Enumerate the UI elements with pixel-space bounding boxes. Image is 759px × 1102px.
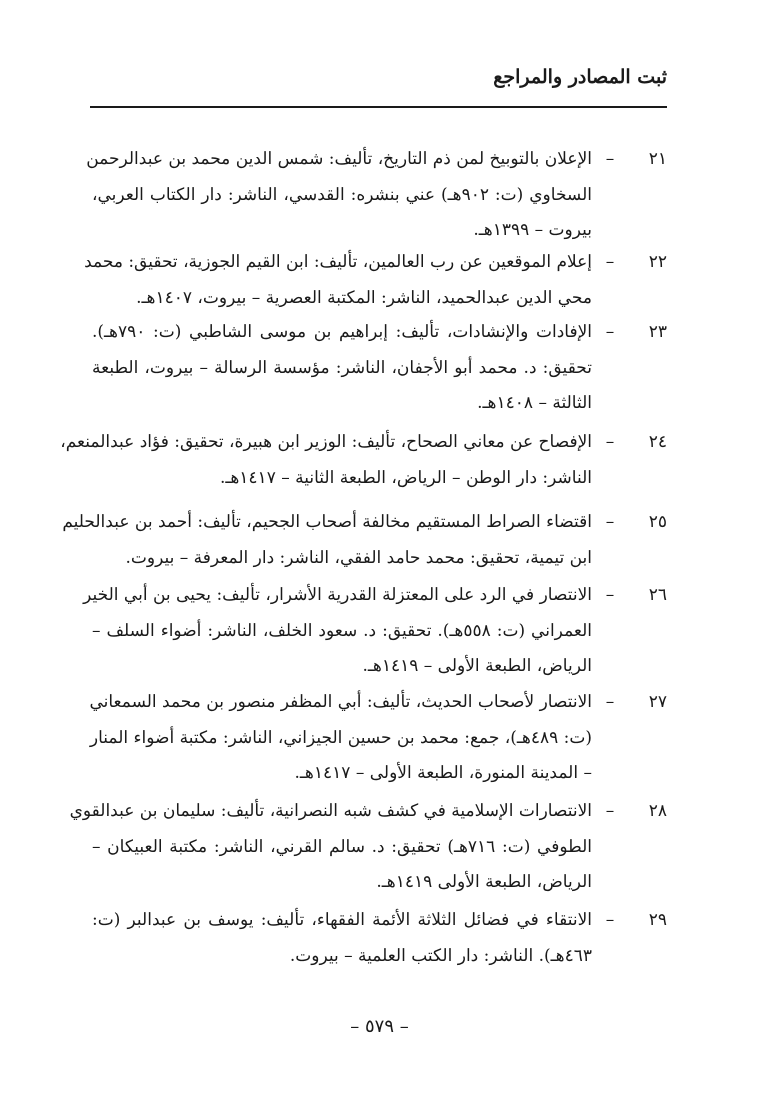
entry-dash: –: [605, 512, 615, 532]
entry-line: بيروت – ١٣٩٩هـ.: [473, 220, 592, 240]
header-rule: [90, 106, 667, 108]
entry-line: الإفادات والإنشادات، تأليف: إبراهيم بن موسى الشاطبي (ت: ٧٩٠هـ).: [92, 322, 592, 342]
entry-dash: –: [605, 585, 615, 605]
entry-line: الانتقاء في فضائل الثلاثة الأئمة الفقهاء، تأليف: يوسف بن عبدالبر (ت:: [92, 910, 592, 930]
bibliography-entry: [89, 685, 667, 792]
entry-line: الثالثة – ١٤٠٨هـ.: [477, 393, 592, 413]
entry-line: الانتصار في الرد على المعتزلة القدرية الأشرار، تأليف: يحيى بن أبي الخير: [83, 585, 592, 605]
entry-line: محي الدين عبدالحميد، الناشر: المكتبة العصرية – بيروت، ١٤٠٧هـ.: [136, 287, 592, 308]
entry-line: – المدينة المنورة، الطبعة الأولى – ١٤١٧هـ.: [294, 763, 592, 783]
entry-line: ابن تيمية، تحقيق: محمد حامد الفقي، الناشر: دار المعرفة – بيروت.: [125, 547, 592, 568]
entry-text: [84, 245, 592, 316]
entry-line: الرياض، الطبعة الأولى ١٤١٩هـ.: [376, 872, 592, 892]
entry-line: الانتصارات الإسلامية في كشف شبه النصرانية، تأليف: سليمان بن عبدالقوي: [69, 801, 592, 821]
entry-line: (ت: ٤٨٩هـ)، جمع: محمد بن حسين الجيزاني، الناشر: مكتبة أضواء المنار: [89, 727, 592, 748]
bibliography-entry: [83, 578, 667, 685]
entry-line: الانتصار لأصحاب الحديث، تأليف: أبي المظفر منصور بن محمد السمعاني: [89, 692, 592, 712]
entry-text: [62, 505, 592, 576]
entry-number: ٢٥: [648, 512, 667, 532]
entry-line: اقتضاء الصراط المستقيم مخالفة أصحاب الجحيم، تأليف: أحمد بن عبدالحليم: [62, 512, 592, 532]
bibliography-entry: [86, 142, 667, 249]
entry-line: العمراني (ت: ٥٥٨هـ). تحقيق: د. سعود الخلف، الناشر: أضواء السلف –: [92, 620, 592, 641]
bibliography-entry: [62, 505, 667, 576]
entry-dash: –: [605, 910, 615, 930]
running-header-title: ثبت المصادر والمراجع: [493, 66, 667, 88]
entry-line: الناشر: دار الوطن – الرياض، الطبعة الثانية – ١٤١٧هـ.: [219, 467, 592, 488]
entry-text: [83, 578, 592, 685]
entry-number: ٢٤: [648, 432, 667, 452]
entry-text: [86, 142, 592, 249]
entry-line: الطوفي (ت: ٧١٦هـ) تحقيق: د. سالم القرني، الناشر: مكتبة العبيكان –: [92, 836, 592, 857]
entry-number: ٢٦: [648, 585, 667, 605]
entry-line: الإعلان بالتوبيخ لمن ذم التاريخ، تأليف: شمس الدين محمد بن عبدالرحمن: [86, 149, 592, 169]
page-number: – ٥٧٩ –: [350, 1016, 409, 1037]
entry-number: ٢٨: [648, 801, 667, 821]
entry-dash: –: [605, 252, 615, 272]
entry-dash: –: [605, 149, 615, 169]
bibliography-entry: [60, 425, 667, 496]
entry-text: [60, 425, 592, 496]
entry-dash: –: [605, 801, 615, 821]
entry-line: إعلام الموقعين عن رب العالمين، تأليف: ابن القيم الجوزية، تحقيق: محمد: [84, 252, 592, 272]
entry-text: [92, 903, 592, 974]
entry-dash: –: [605, 692, 615, 712]
entry-text: [69, 794, 592, 901]
entry-number: ٢١: [648, 149, 667, 169]
bibliography-entry: [84, 245, 667, 316]
bibliography-entry: [92, 315, 667, 422]
entry-number: ٢٢: [648, 252, 667, 272]
entry-text: [92, 315, 592, 422]
entry-line: الإفصاح عن معاني الصحاح، تأليف: الوزير ابن هبيرة، تحقيق: فؤاد عبدالمنعم،: [60, 432, 592, 452]
entry-number: ٢٣: [648, 322, 667, 342]
bibliography-entry: [92, 903, 667, 974]
entry-number: ٢٩: [648, 910, 667, 930]
entry-line: الرياض، الطبعة الأولى – ١٤١٩هـ.: [362, 656, 592, 676]
entry-number: ٢٧: [648, 692, 667, 712]
entry-line: السخاوي (ت: ٩٠٢هـ) عني بنشره: القدسي، الناشر: دار الكتاب العربي،: [92, 184, 592, 205]
bibliography-entry: [69, 794, 667, 901]
entry-line: تحقيق: د. محمد أبو الأجفان، الناشر: مؤسسة الرسالة – بيروت، الطبعة: [92, 357, 592, 378]
entry-line: ٤٦٣هـ). الناشر: دار الكتب العلمية – بيروت.: [289, 945, 592, 966]
entry-dash: –: [605, 322, 615, 342]
entry-dash: –: [605, 432, 615, 452]
entry-text: [89, 685, 592, 792]
